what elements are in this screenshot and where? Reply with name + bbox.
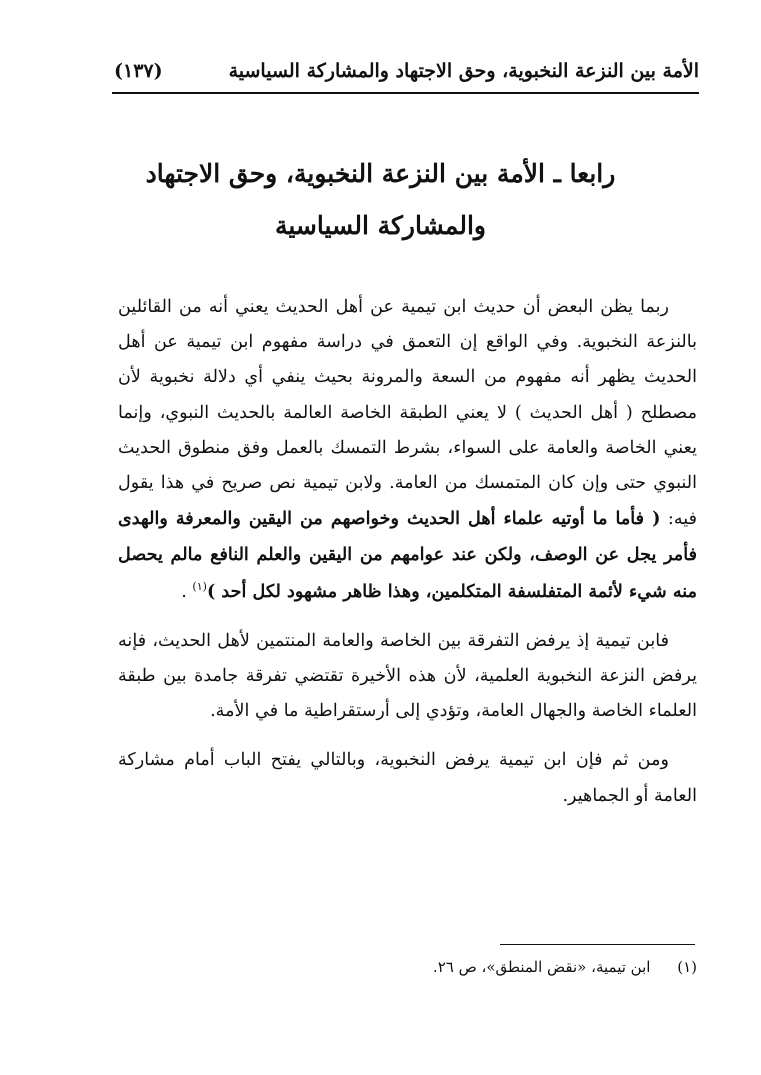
paragraph-3: ومن ثم فإن ابن تيمية يرفض النخبوية، وبالتالي يفتح الباب أمام مشاركة العامة أو الجماهير. (118, 750, 697, 806)
running-header (112, 52, 699, 94)
section-title-line-2: والمشاركة السياسية (274, 211, 486, 240)
ibn-taymiyya-quote: ( فأما ما أوتيه علماء أهل الحديث وخواصهم من اليقين والمعرفة والهدى فأمر يجل عن الوصف، ولكن عند عوامهم من اليقين والعلم النافع مالم يحصل منه شيء لأئمة المتفلسفة المتكلمين، وهذا ظاهر مشهود لكل أحد ) (118, 508, 697, 602)
paragraph-2: فابن تيمية إذ يرفض التفرقة بين الخاصة والعامة المنتمين لأهل الحديث، فإنه يرفض النزعة النخبوية العلمية، لأن هذه الأخيرة تقتضي تفرقة جامدة بين طبقة العلماء الخاصة والجهال العامة، وتؤدي إلى أرستقراطية ما في الأمة. (118, 630, 697, 722)
footnote-divider (500, 944, 695, 945)
running-title: الأمة بين النزعة النخبوية، وحق الاجتهاد والمشاركة السياسية (228, 60, 699, 82)
footnote-text: ابن تيمية، «نقض المنطق»، ص ٢٦. (432, 958, 651, 976)
footnote-number: (١) (677, 958, 697, 976)
paragraph-1 (118, 290, 697, 610)
footnote-reference: (١) (192, 579, 207, 593)
footnote (118, 955, 697, 979)
page-number: (١٣٧) (114, 60, 163, 82)
section-title (110, 148, 651, 252)
paragraph-1-end: . (181, 581, 187, 602)
body-text (118, 290, 697, 828)
section-title-line-1: رابعا ـ الأمة بين النزعة النخبوية، وحق الاجتهاد (145, 159, 616, 188)
paragraph-1-text: ربما يظن البعض أن حديث ابن تيمية عن أهل الحديث يعني أنه من القائلين بالنزعة النخبوية. وفي الواقع إن التعمق في دراسة مفهوم ابن تيمية عن أهل الحديث يظهر أنه مفهوم من السعة والمرونة بحيث ينفي أي دلالة نخبوية لأن مصطلح ( أهل الحديث ) لا يعني الطبقة الخاصة العالمة بالحديث النبوي، وإنما يعني الخاصة والعامة على السواء، بشرط التمسك بالعمل وفق منطوق الحديث النبوي حتى وإن كان المتمسك من العامة. ولابن تيمية نص صريح في هذا يقول فيه: (118, 297, 698, 530)
